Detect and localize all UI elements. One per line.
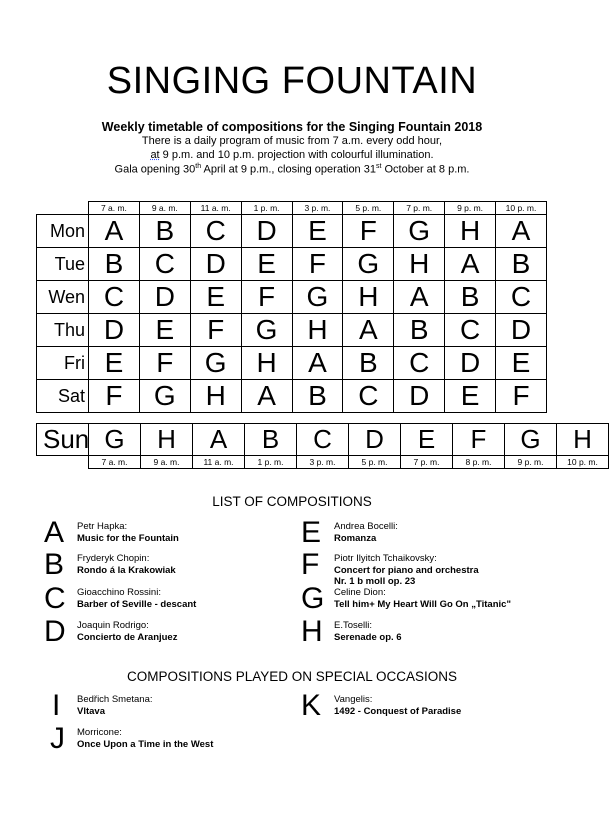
composition-letter: I (52, 689, 61, 722)
day-row (37, 380, 547, 413)
time-header: 7 a. m. (89, 456, 141, 469)
info-line-1: There is a daily program of music from 7 a.m. every odd hour, (141, 135, 443, 147)
slot-cell: F (190, 314, 241, 347)
work-title: Once Upon a Time in the West (77, 739, 214, 750)
work-title: Concierto de Aranjuez (77, 632, 178, 643)
day-row (37, 248, 547, 281)
day-label: Tue (37, 248, 89, 281)
composition-letter: B (44, 548, 65, 581)
work-title: Tell him+ My Heart Will Go On „Titanic" (334, 599, 511, 610)
time-header: 10 p. m. (496, 202, 547, 215)
slot-cell: G (343, 248, 394, 281)
slot-cell: D (241, 215, 292, 248)
composer-name: Andrea Bocelli: (334, 521, 398, 532)
day-row (37, 347, 547, 380)
time-header: 9 p. m. (445, 202, 496, 215)
slot-cell: E (89, 347, 140, 380)
slot-cell: C (394, 347, 445, 380)
day-label: Mon (37, 215, 89, 248)
slot-cell: A (496, 215, 547, 248)
time-header: 7 p. m. (394, 202, 445, 215)
slot-cell: D (89, 314, 140, 347)
slot-cell: E (292, 215, 343, 248)
day-label: Sat (37, 380, 89, 413)
time-header: 7 p. m. (401, 456, 453, 469)
time-header: 11 a. m. (193, 456, 245, 469)
slot-cell: A (193, 424, 245, 456)
work-title: Music for the Fountain (77, 533, 179, 544)
info-line-3-sup1: th (195, 163, 202, 170)
info-line-2 (0, 149, 584, 161)
work-title: Barber of Seville - descant (77, 599, 197, 610)
slot-cell: C (139, 248, 190, 281)
time-header: 9 a. m. (141, 456, 193, 469)
composer-name: Gioacchino Rossini: (77, 587, 161, 598)
day-label: Thu (37, 314, 89, 347)
composition-letter: J (50, 722, 65, 755)
work-title: Vltava (77, 706, 105, 717)
day-label: Sun (37, 424, 89, 456)
slot-cell: G (394, 215, 445, 248)
work-title: Rondo á la Krakowiak (77, 565, 176, 576)
slot-cell: D (394, 380, 445, 413)
blank-corner (37, 456, 89, 469)
time-header: 9 p. m. (505, 456, 557, 469)
slot-cell: D (139, 281, 190, 314)
composer-name: E.Toselli: (334, 620, 373, 631)
composer-name: Fryderyk Chopin: (77, 553, 150, 564)
slot-cell: B (394, 314, 445, 347)
composer-name: Joaquin Rodrigo: (77, 620, 149, 631)
work-title: Serenade op. 6 (334, 632, 402, 643)
composition-letter: K (301, 689, 322, 722)
slot-cell: H (241, 347, 292, 380)
sunday-timetable (36, 423, 609, 469)
composition-letter: D (44, 615, 66, 648)
composer-name: Celine Dion: (334, 587, 386, 598)
slot-cell: C (297, 424, 349, 456)
time-header: 9 a. m. (139, 202, 190, 215)
slot-cell: F (139, 347, 190, 380)
slot-cell: D (190, 248, 241, 281)
sunday-row (37, 424, 609, 456)
work-title: 1492 - Conquest of Paradise (334, 706, 462, 717)
slot-cell: H (557, 424, 609, 456)
slot-cell: E (139, 314, 190, 347)
time-header: 5 p. m. (349, 456, 401, 469)
work-title-line-2: Nr. 1 b moll op. 23 (334, 576, 416, 587)
day-row (37, 215, 547, 248)
time-header: 8 p. m. (453, 456, 505, 469)
slot-cell: C (89, 281, 140, 314)
slot-cell: E (190, 281, 241, 314)
composition-letter: H (301, 615, 323, 648)
slot-cell: F (292, 248, 343, 281)
composer-name: Vangelis: (334, 694, 373, 705)
time-header: 10 p. m. (557, 456, 609, 469)
slot-cell: E (241, 248, 292, 281)
slot-cell: B (292, 380, 343, 413)
slot-cell: G (190, 347, 241, 380)
time-header: 11 a. m. (190, 202, 241, 215)
info-line-3 (0, 163, 584, 176)
slot-cell: A (445, 248, 496, 281)
info-line-3-sup2: st (375, 163, 382, 170)
composer-name: Bedřich Smetana: (77, 694, 153, 705)
slot-cell: E (496, 347, 547, 380)
slot-cell: G (139, 380, 190, 413)
slot-cell: C (343, 380, 394, 413)
slot-cell: F (89, 380, 140, 413)
slot-cell: A (343, 314, 394, 347)
info-line-2-rest: 9 p.m. and 10 p.m. projection with colourful illumination. (159, 149, 434, 161)
work-title: Romanza (334, 533, 377, 544)
slot-cell: F (343, 215, 394, 248)
sunday-time-row (37, 456, 609, 469)
slot-cell: F (453, 424, 505, 456)
slot-cell: A (89, 215, 140, 248)
composition-letter: C (44, 582, 66, 615)
composer-name: Morricone: (77, 727, 122, 738)
composition-letter: A (44, 516, 65, 549)
slot-cell: H (292, 314, 343, 347)
time-header: 3 p. m. (297, 456, 349, 469)
slot-cell: H (190, 380, 241, 413)
time-header: 7 a. m. (89, 202, 140, 215)
composer-name: Piotr Ilyitch Tchaikovsky: (334, 553, 437, 564)
time-header-row (37, 202, 547, 215)
slot-cell: B (496, 248, 547, 281)
composer-name: Petr Hapka: (77, 521, 128, 532)
slot-cell: G (241, 314, 292, 347)
slot-cell: G (505, 424, 557, 456)
slot-cell: H (141, 424, 193, 456)
slot-cell: B (245, 424, 297, 456)
day-label: Fri (37, 347, 89, 380)
time-header: 5 p. m. (343, 202, 394, 215)
slot-cell: H (343, 281, 394, 314)
slot-cell: A (292, 347, 343, 380)
slot-cell: H (394, 248, 445, 281)
slot-cell: A (394, 281, 445, 314)
info-line-3-b: April at 9 p.m., closing operation 31 (201, 163, 376, 176)
slot-cell: B (343, 347, 394, 380)
day-row (37, 314, 547, 347)
special-title: COMPOSITIONS PLAYED ON SPECIAL OCCASIONS (126, 669, 458, 684)
slot-cell: E (401, 424, 453, 456)
composition-letter: F (301, 548, 320, 581)
time-header: 3 p. m. (292, 202, 343, 215)
slot-cell: D (349, 424, 401, 456)
slot-cell: B (89, 248, 140, 281)
composition-letter: G (301, 582, 325, 615)
slot-cell: E (445, 380, 496, 413)
time-header: 1 p. m. (245, 456, 297, 469)
slot-cell: D (496, 314, 547, 347)
info-line-3-a: Gala opening 30 (114, 163, 196, 176)
time-header: 1 p. m. (241, 202, 292, 215)
slot-cell: B (445, 281, 496, 314)
slot-cell: C (445, 314, 496, 347)
info-line-3-c: October at 8 p.m. (381, 163, 470, 176)
slot-cell: C (190, 215, 241, 248)
composition-letter: E (301, 516, 322, 549)
slot-cell: A (241, 380, 292, 413)
slot-cell: F (241, 281, 292, 314)
list-title: LIST OF COMPOSITIONS (212, 494, 372, 509)
weekday-timetable (36, 201, 547, 413)
slot-cell: G (292, 281, 343, 314)
slot-cell: C (496, 281, 547, 314)
blank-corner (37, 202, 89, 215)
slot-cell: H (445, 215, 496, 248)
slot-cell: F (496, 380, 547, 413)
page-subtitle: Weekly timetable of compositions for the Singing Fountain 2018 (101, 120, 483, 134)
work-title: Concert for piano and orchestra (334, 565, 479, 576)
slot-cell: G (89, 424, 141, 456)
day-label: Wen (37, 281, 89, 314)
info-line-2-at: at (150, 149, 160, 161)
slot-cell: D (445, 347, 496, 380)
day-row (37, 281, 547, 314)
slot-cell: B (139, 215, 190, 248)
page-title: SINGING FOUNTAIN (106, 60, 478, 102)
